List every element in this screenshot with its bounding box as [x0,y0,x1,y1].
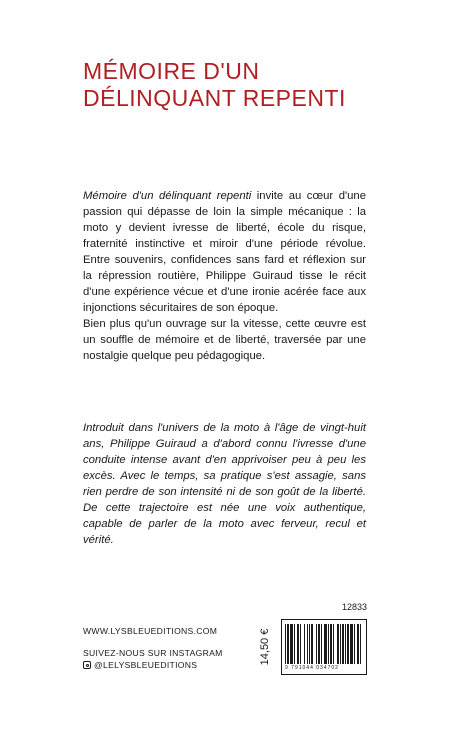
barcode-bars [285,624,363,664]
barcode-bar [287,624,289,664]
summary-paragraph-1-text: invite au cœur d'une passion qui dépasse de loin la simple mécanique : la moto y devient ivresse de liberté, école du risque, fraternité instinctive et miroir d'une période révolue. Entre souvenirs, confidences sans fard et réflexion sur la répression routière, Philippe Guiraud tisse le récit d'une expérience vécue et d'une ironie acérée face aux injonctions sécuritaires de son époque. [83,190,366,314]
barcode-bar [316,624,317,664]
instagram-icon [83,661,91,669]
barcode-bar [340,624,341,664]
barcode-bar [333,624,334,664]
barcode-bar [297,624,299,664]
publisher-website: WWW.LYSBLEUEDITIONS.COM [83,626,218,636]
barcode-bar [357,624,359,664]
summary-book-title: Mémoire d'un délinquant repenti [83,190,252,202]
instagram-follow-text: SUIVEZ-NOUS SUR INSTAGRAM [83,648,223,658]
barcode-bar [328,624,329,664]
barcode-bar [337,624,339,664]
barcode-bar [318,624,320,664]
barcode-bar [342,624,344,664]
title-line-1: MÉMOIRE D'UN [83,58,260,84]
barcode [281,619,367,675]
barcode-bar [285,624,286,664]
instagram-handle: @LELYSBLEUEDITIONS [94,660,198,670]
author-bio: Introduit dans l'univers de la moto à l'âge de vingt-huit ans, Philippe Guiraud a d'abord connu l'ivresse d'une conduite intense avant d'en apprivoiser peu à peu les excès. Avec le temps, sa pratique s'est assagie, sans rien perdre de son intensité ni de son goût de la liberté. De cette trajectoire est née une voix authentique, capable de parler de la moto avec ferveur, recul et vérité. [83,422,366,546]
book-summary [83,188,366,364]
title-line-2: DÉLINQUANT REPENTI [83,85,346,111]
barcode-bar [304,624,305,664]
product-code: 12833 [341,602,367,612]
barcode-bar [360,624,361,664]
instagram-handle-row [83,660,197,670]
barcode-bar [350,624,353,664]
barcode-bar [294,624,295,664]
barcode-bar [354,624,355,664]
summary-paragraph-2: Bien plus qu'un ouvrage sur la vitesse, cette œuvre est un souffle de mémoire et de liberté, traversée par une nostalgie quelque peu pédagogique. [83,318,366,362]
barcode-bar [290,624,293,664]
barcode-bar [309,624,310,664]
price-label [253,619,277,674]
barcode-digits: 9 791044 034702 [285,665,339,671]
barcode-bar [330,624,332,664]
barcode-bar [324,624,327,664]
barcode-bar [311,624,313,664]
barcode-bar [307,624,308,664]
book-title [83,58,423,112]
barcode-bar [321,624,322,664]
price-value: 14,50 € [259,628,271,665]
barcode-bar [345,624,346,664]
barcode-bar [300,624,301,664]
barcode-bar [347,624,349,664]
summary-paragraph-1 [83,188,366,316]
